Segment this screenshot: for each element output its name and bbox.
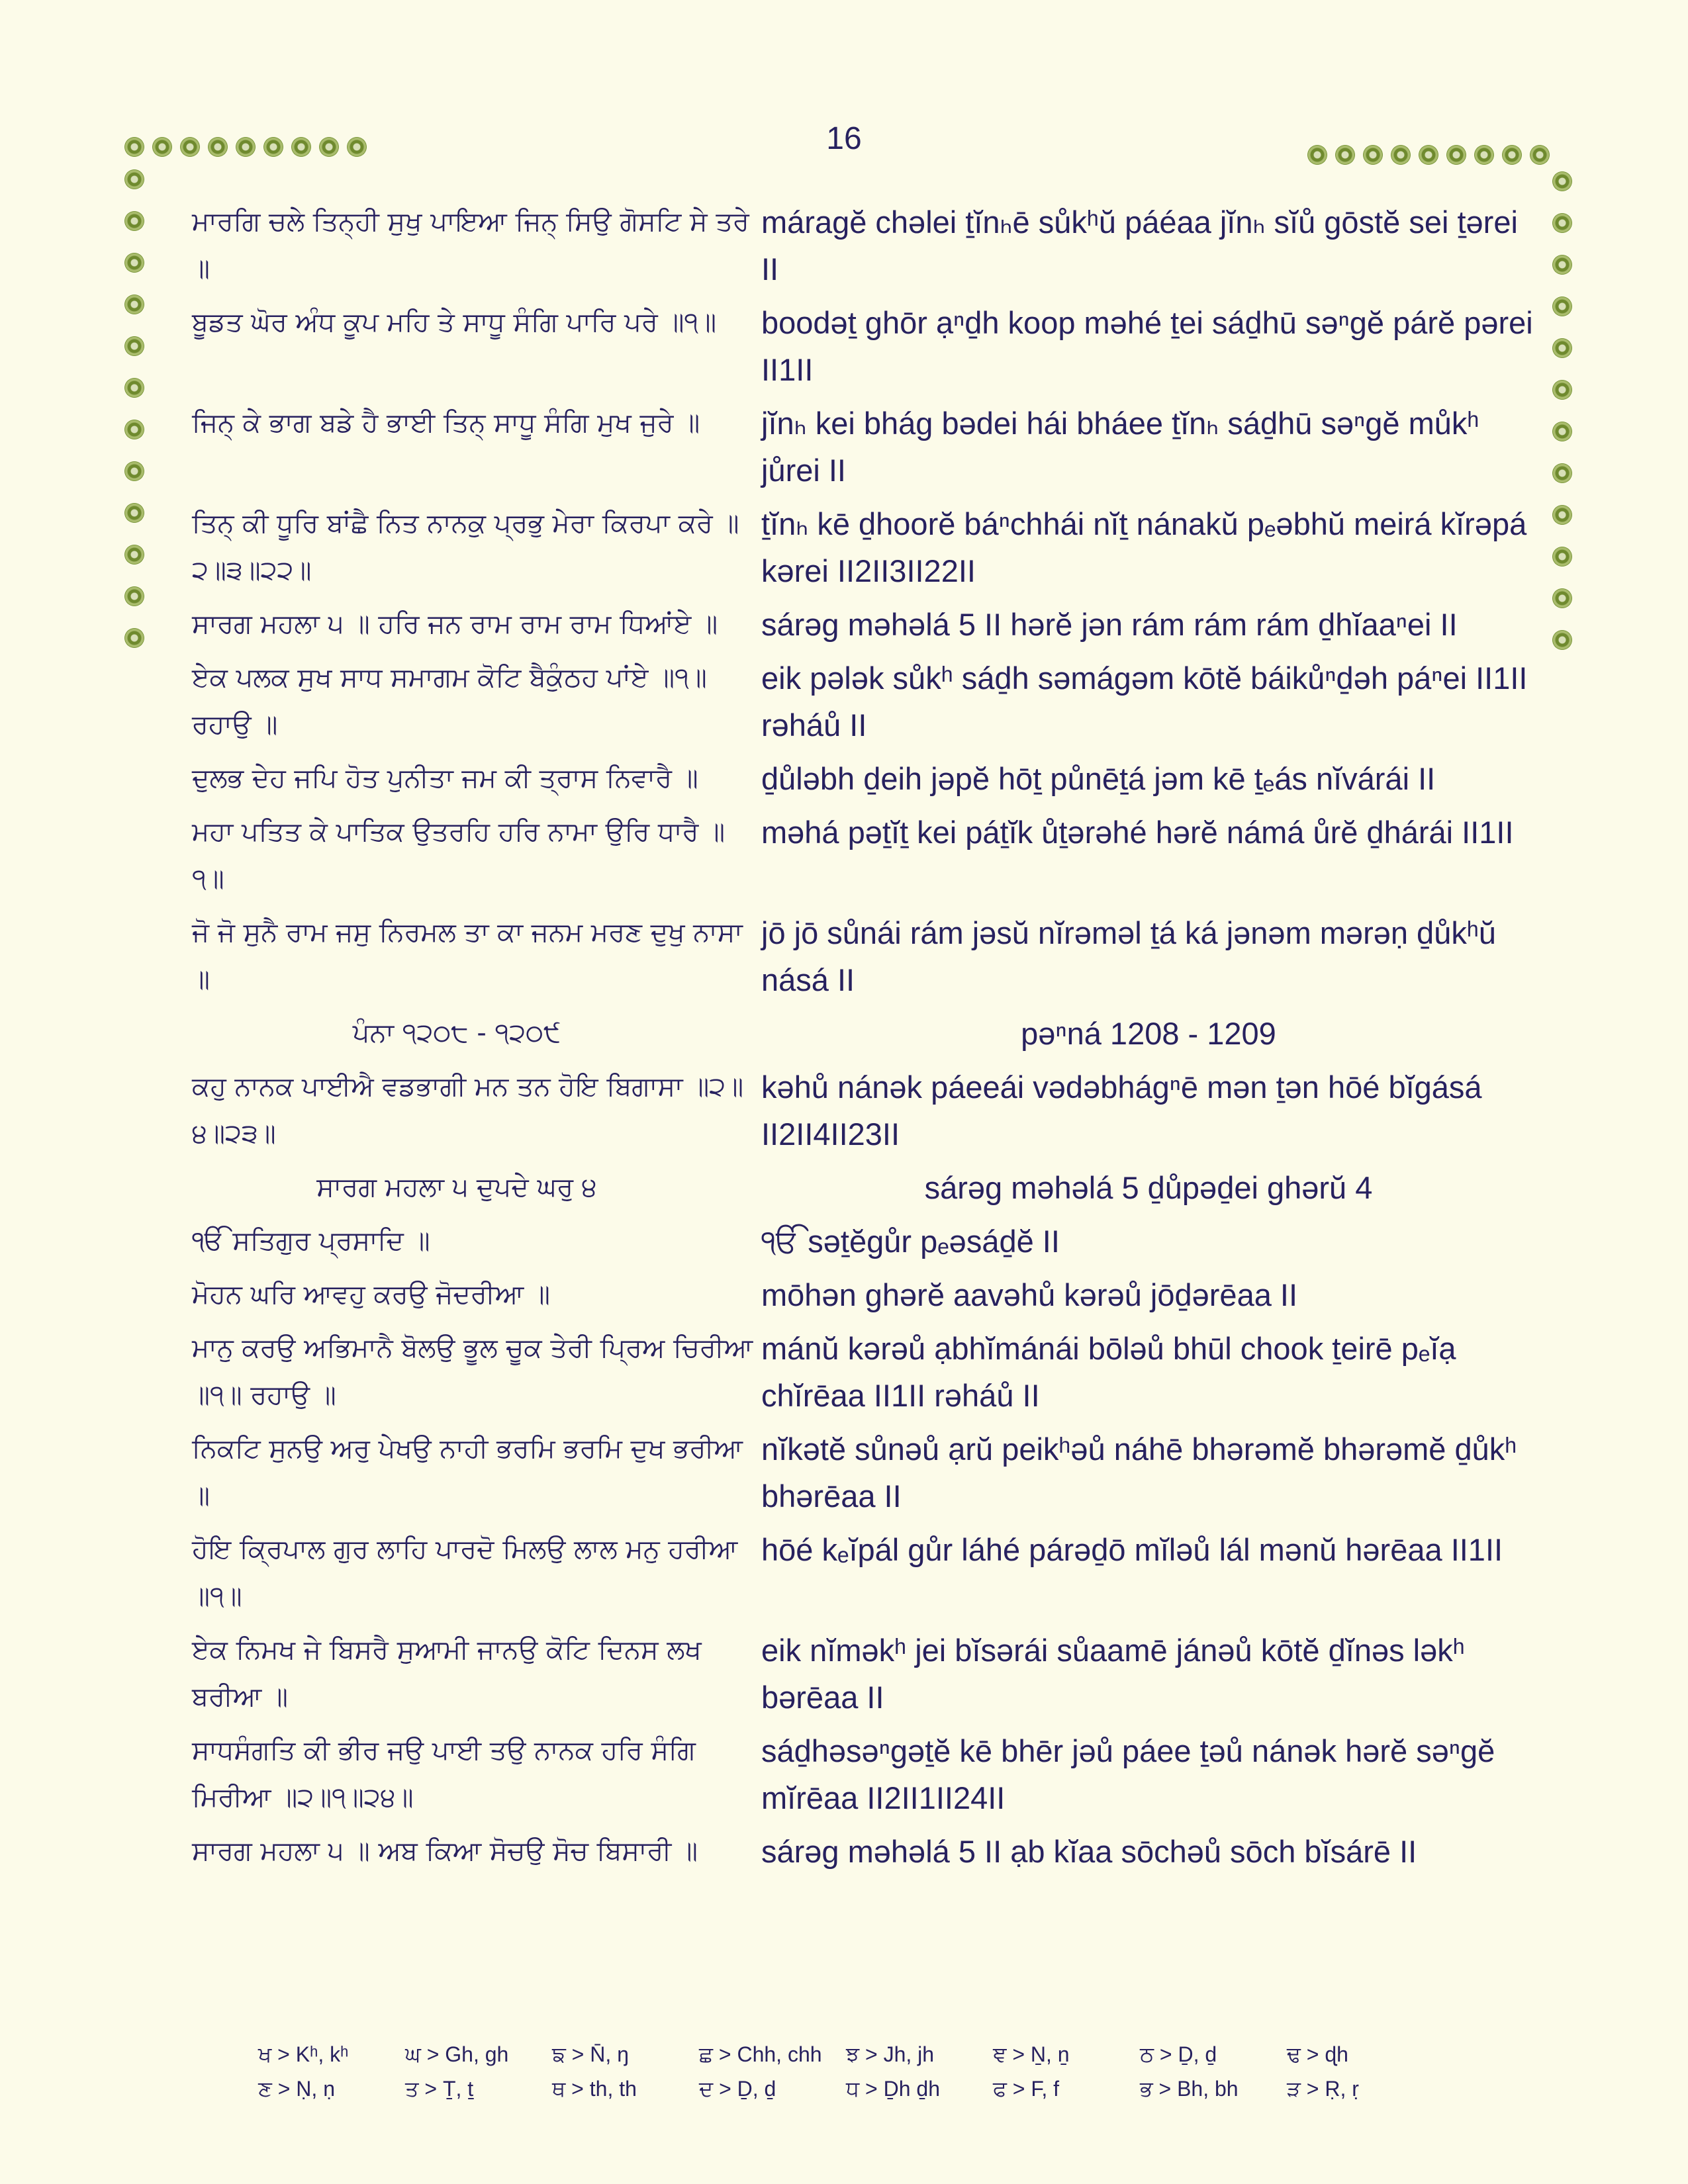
flower-ornament-icon	[124, 295, 144, 314]
verse-row	[192, 601, 1536, 648]
flower-ornament-icon	[1552, 630, 1572, 650]
flower-ornament-icon	[1419, 145, 1438, 165]
flower-ornament-icon	[1552, 547, 1572, 567]
legend-entry: ਝ > Jh, jh	[846, 2042, 935, 2066]
flower-ornament-icon	[236, 137, 256, 157]
flower-ornament-icon	[1552, 296, 1572, 316]
flower-ornament-icon	[1502, 145, 1522, 165]
legend-row	[258, 2037, 1450, 2071]
verse-row	[192, 1727, 1536, 1821]
legend-entry: ਞ > Ṉ, ṉ	[993, 2042, 1070, 2066]
flower-ornament-icon	[1363, 145, 1383, 165]
transliteration-text: ੴ səṯĕgůr pₑəsáḏĕ II	[761, 1224, 1060, 1259]
flower-ornament-icon	[291, 137, 311, 157]
transliteration-text: mánŭ kərəů ạbhĭmánái bōləů bhūl chook ṯeirē pₑĭạ chĭrēaa II1II rəháů II	[761, 1331, 1456, 1413]
verse-row	[192, 1271, 1536, 1318]
flower-ornament-icon	[1552, 338, 1572, 358]
verse-row	[192, 1828, 1536, 1875]
flower-ornament-icon	[124, 378, 144, 398]
legend-entry: ਧ > Ḏh ḏh	[846, 2077, 941, 2101]
transliteration-legend	[258, 2037, 1450, 2106]
legend-entry: ਘ > Gh, gh	[405, 2042, 509, 2066]
gurmukhi-text: ਸਾਰਗ ਮਹਲਾ ੫ ॥ ਅਬ ਕਿਆ ਸੋਚਉ ਸੋਚ ਬਿਸਾਰੀ ॥	[192, 1836, 698, 1866]
transliteration-text: məhá pəṯĭṯ kei páṯĭk ůṯərəhé hərĕ námá ůrĕ ḏhárái II1II	[761, 815, 1514, 850]
transliteration-text: sárəg məhəlá 5 II ạb kĭaa sōchəů sōch bĭsárē II	[761, 1834, 1417, 1869]
legend-entry: ਙ > N̄, ŋ	[552, 2042, 629, 2066]
verse-row	[192, 655, 1536, 749]
flower-ornament-icon	[124, 211, 144, 231]
transliteration-text: jĭnₕ kei bhág bədei hái bháee ṯĭnₕ sáḏhū səⁿgĕ můkʰ jůrei II	[761, 406, 1479, 488]
flower-ornament-icon	[124, 336, 144, 356]
gurmukhi-text: ਏਕ ਨਿਮਖ ਜੇ ਬਿਸਰੈ ਸੁਆਮੀ ਜਾਨਉ ਕੋਟਿ ਦਿਨਸ ਲਖ ਬਰੀਆ ॥	[192, 1635, 702, 1712]
gurmukhi-text: ਦੁਲਭ ਦੇਹ ਜਪਿ ਹੋਤ ਪੁਨੀਤਾ ਜਮ ਕੀ ਤ੍ਰਾਸ ਨਿਵਾਰੈ ॥	[192, 763, 698, 794]
verse-row	[192, 1627, 1536, 1721]
gurmukhi-text: ਤਿਨ੍ ਕੀ ਧੂਰਿ ਬਾਂਛੈ ਨਿਤ ਨਾਨਕੁ ਪ੍ਰਭੁ ਮੇਰਾ ਕਿਰਪਾ ਕਰੇ ॥੨॥੩॥੨੨॥	[192, 508, 739, 586]
flower-ornament-icon	[263, 137, 283, 157]
transliteration-text: ḏůləbh ḏeih jəpĕ hōṯ půnēṯá jəm kē ṯₑás nĭvárái II	[761, 761, 1436, 796]
gurmukhi-text: ੴ ਸਤਿਗੁਰ ਪ੍ਰਸਾਦਿ ॥	[192, 1226, 430, 1256]
legend-row	[258, 2071, 1450, 2106]
flower-ornament-icon	[180, 137, 200, 157]
transliteration-text: ṯĭnₕ kē ḏhoorĕ báⁿchhái nĭṯ nánakŭ pₑəbhŭ meirá kĭrəpá kərei II2II3II22II	[761, 506, 1527, 588]
flower-ornament-icon	[319, 137, 339, 157]
flower-ornament-icon	[152, 137, 172, 157]
legend-entry: ਤ > Ṯ, ṯ	[405, 2077, 474, 2101]
legend-entry: ਫ > F, f	[993, 2077, 1060, 2101]
gurmukhi-text: ਮਾਰਗਿ ਚਲੇ ਤਿਨ੍ਹੀ ਸੁਖੁ ਪਾਇਆ ਜਿਨ੍ ਸਿਉ ਗੋਸਟਿ ਸੇ ਤਰੇ ॥	[192, 206, 749, 284]
flower-ornament-icon	[1530, 145, 1550, 165]
legend-entry: ਣ > Ṇ, ṇ	[258, 2077, 335, 2101]
legend-entry: ਢ > ɖh	[1287, 2042, 1348, 2066]
verse-row	[192, 500, 1536, 594]
transliteration-text: pəⁿná 1208 - 1209	[1021, 1016, 1276, 1051]
flower-ornament-icon	[1552, 463, 1572, 483]
flower-ornament-icon	[124, 169, 144, 189]
flower-ornament-icon	[347, 137, 367, 157]
flower-ornament-icon	[124, 253, 144, 273]
transliteration-text: eik nĭməkʰ jei bĭsərái sůaamē jánəů kōtĕ ḏĭnəs ləkʰ bərēaa II	[761, 1633, 1465, 1715]
transliteration-text: boodəṯ ghōr ạⁿḏh koop məhé ṯei sáḏhū səⁿgĕ párĕ pərei II1II	[761, 305, 1533, 387]
transliteration-text: nĭkətĕ sůnəů ạrŭ peikʰəů náhē bhərəmĕ bhərəmĕ ḏůkʰ bhərēaa II	[761, 1432, 1517, 1514]
verse-row	[192, 909, 1536, 1003]
gurmukhi-text: ਏਕ ਪਲਕ ਸੁਖ ਸਾਧ ਸਮਾਗਮ ਕੋਟਿ ਬੈਕੁੰਠਹ ਪਾਂਏ ॥੧॥ ਰਹਾਉ ॥	[192, 662, 707, 740]
transliteration-text: sárəg məhəlá 5 ḏůpəḏei ghərŭ 4	[924, 1170, 1373, 1205]
verse-row	[192, 1325, 1536, 1419]
gurmukhi-text: ਕਹੁ ਨਾਨਕ ਪਾਈਐ ਵਡਭਾਗੀ ਮਨ ਤਨ ਹੋਇ ਬਿਗਾਸਾ ॥੨॥੪॥੨੩॥	[192, 1071, 744, 1149]
gurmukhi-text: ਪੰਨਾ ੧੨੦੮ - ੧੨੦੯	[352, 1018, 561, 1048]
gurmukhi-text: ਸਾਰਗ ਮਹਲਾ ੫ ਦੁਪਦੇ ਘਰੁ ੪	[316, 1172, 597, 1203]
gurmukhi-text: ਮਾਨੁ ਕਰਉ ਅਭਿਮਾਨੈ ਬੋਲਉ ਭੂਲ ਚੂਕ ਤੇਰੀ ਪ੍ਰਿਅ ਚਿਰੀਆ ॥੧॥ ਰਹਾਉ ॥	[192, 1333, 753, 1410]
flower-ornament-icon	[124, 628, 144, 648]
section-heading-row	[192, 1164, 1536, 1211]
transliteration-text: sárəg məhəlá 5 II hərĕ jən rám rám rám ḏhĭaaⁿei II	[761, 607, 1458, 642]
verse-table	[192, 199, 1536, 1882]
page-number: 16	[826, 121, 862, 156]
gurmukhi-text: ਸਾਧਸੰਗਤਿ ਕੀ ਭੀਰ ਜਉ ਪਾਈ ਤਉ ਨਾਨਕ ਹਰਿ ਸੰਗਿ ਮਿਰੀਆ ॥੨॥੧॥੨੪॥	[192, 1735, 696, 1813]
gurmukhi-text: ਬੂਡਤ ਘੋਰ ਅੰਧ ਕੂਪ ਮਹਿ ਤੇ ਸਾਧੂ ਸੰਗਿ ਪਾਰਿ ਪਰੇ ॥੧॥	[192, 307, 717, 338]
flower-ornament-icon	[1474, 145, 1494, 165]
flower-ornament-icon	[124, 545, 144, 565]
flower-ornament-icon	[1552, 380, 1572, 400]
verse-row	[192, 755, 1536, 802]
flower-ornament-icon	[1391, 145, 1411, 165]
legend-entry: ਠ > Ḏ, ḏ	[1140, 2042, 1217, 2066]
verse-row	[192, 1526, 1536, 1620]
legend-entry: ਭ > Bh, bh	[1140, 2077, 1239, 2101]
legend-entry: ਦ > Ḏ, ḏ	[699, 2077, 776, 2101]
legend-entry: ੜ > Ṛ, ṛ	[1287, 2077, 1359, 2101]
gurmukhi-text: ਨਿਕਟਿ ਸੁਨਉ ਅਰੁ ਪੇਖਉ ਨਾਹੀ ਭਰਮਿ ਭਰਮਿ ਦੁਖ ਭਰੀਆ ॥	[192, 1433, 743, 1511]
gurmukhi-text: ਜੋ ਜੋ ਸੁਨੈ ਰਾਮ ਜਸੁ ਨਿਰਮਲ ਤਾ ਕਾ ਜਨਮ ਮਰਣ ਦੁਖੁ ਨਾਸਾ ॥	[192, 917, 743, 995]
verse-row	[192, 400, 1536, 494]
flower-ornament-icon	[208, 137, 228, 157]
flower-ornament-icon	[124, 420, 144, 439]
legend-entry: ਥ > th, th	[552, 2077, 637, 2101]
verse-row	[192, 1426, 1536, 1520]
gurmukhi-text: ਮੋਹਨ ਘਰਿ ਆਵਹੁ ਕਰਉ ਜੋਦਰੀਆ ॥	[192, 1279, 550, 1310]
gurmukhi-text: ਜਿਨ੍ ਕੇ ਭਾਗ ਬਡੇ ਹੈ ਭਾਈ ਤਿਨ੍ ਸਾਧੂ ਸੰਗਿ ਮੁਖ ਜੁਰੇ ॥	[192, 408, 700, 438]
flower-ornament-icon	[124, 137, 144, 157]
gurmukhi-text: ਮਹਾ ਪਤਿਤ ਕੇ ਪਾਤਿਕ ਉਤਰਹਿ ਹਰਿ ਨਾਮਾ ਉਰਿ ਧਾਰੈ ॥੧॥	[192, 817, 726, 894]
section-heading-row	[192, 1010, 1536, 1057]
transliteration-text: eik pələk sůkʰ sáḏh səmágəm kōtĕ báikůⁿḏəh páⁿei II1II rəháů II	[761, 660, 1528, 743]
transliteration-text: hōé kₑĭpál gůr láhé párəḏō mĭləů lál mənŭ hərēaa II1II	[761, 1532, 1503, 1567]
transliteration-text: sáḏhəsəⁿgəṯĕ kē bhēr jəů páee ṯəů nánək hərĕ səⁿgĕ mĭrēaa II2II1II24II	[761, 1733, 1495, 1815]
verse-row	[192, 1064, 1536, 1158]
legend-entry: ਛ > Chh, chh	[699, 2042, 822, 2066]
flower-ornament-icon	[1552, 422, 1572, 441]
legend-entry: ਖ > Kʰ, kʰ	[258, 2042, 349, 2066]
flower-ornament-icon	[124, 503, 144, 523]
flower-ornament-icon	[124, 461, 144, 481]
verse-row	[192, 299, 1536, 393]
flower-ornament-icon	[1552, 171, 1572, 191]
flower-ornament-icon	[1552, 505, 1572, 525]
verse-row	[192, 809, 1536, 903]
verse-row	[192, 1218, 1536, 1265]
gurmukhi-text: ਸਾਰਗ ਮਹਲਾ ੫ ॥ ਹਰਿ ਜਨ ਰਾਮ ਰਾਮ ਰਾਮ ਧਿਆਂਏ ॥	[192, 609, 718, 639]
flower-ornament-icon	[1307, 145, 1327, 165]
flower-ornament-icon	[1446, 145, 1466, 165]
transliteration-text: mōhən ghərĕ aavəhů kərəů jōḏərēaa II	[761, 1277, 1298, 1312]
gurmukhi-text: ਹੋਇ ਕ੍ਰਿਪਾਲ ਗੁਰ ਲਾਹਿ ਪਾਰਦੋ ਮਿਲਉ ਲਾਲ ਮਨੁ ਹਰੀਆ ॥੧॥	[192, 1534, 738, 1612]
flower-ornament-icon	[124, 586, 144, 606]
flower-ornament-icon	[1552, 213, 1572, 233]
flower-ornament-icon	[1552, 255, 1572, 275]
verse-row	[192, 199, 1536, 293]
transliteration-text: jō jō sůnái rám jəsŭ nĭrəməl ṯá ká jənəm mərəṇ ḏůkʰŭ násá II	[761, 915, 1496, 997]
transliteration-text: kəhů nánək páeeái vədəbhágⁿē mən ṯən hōé bĭgásá II2II4II23II	[761, 1069, 1482, 1152]
flower-ornament-icon	[1335, 145, 1355, 165]
transliteration-text: máragĕ chəlei ṯĭnₕē sůkʰŭ páéaa jĭnₕ sĭů gōstĕ sei ṯərei II	[761, 205, 1518, 287]
flower-ornament-icon	[1552, 588, 1572, 608]
